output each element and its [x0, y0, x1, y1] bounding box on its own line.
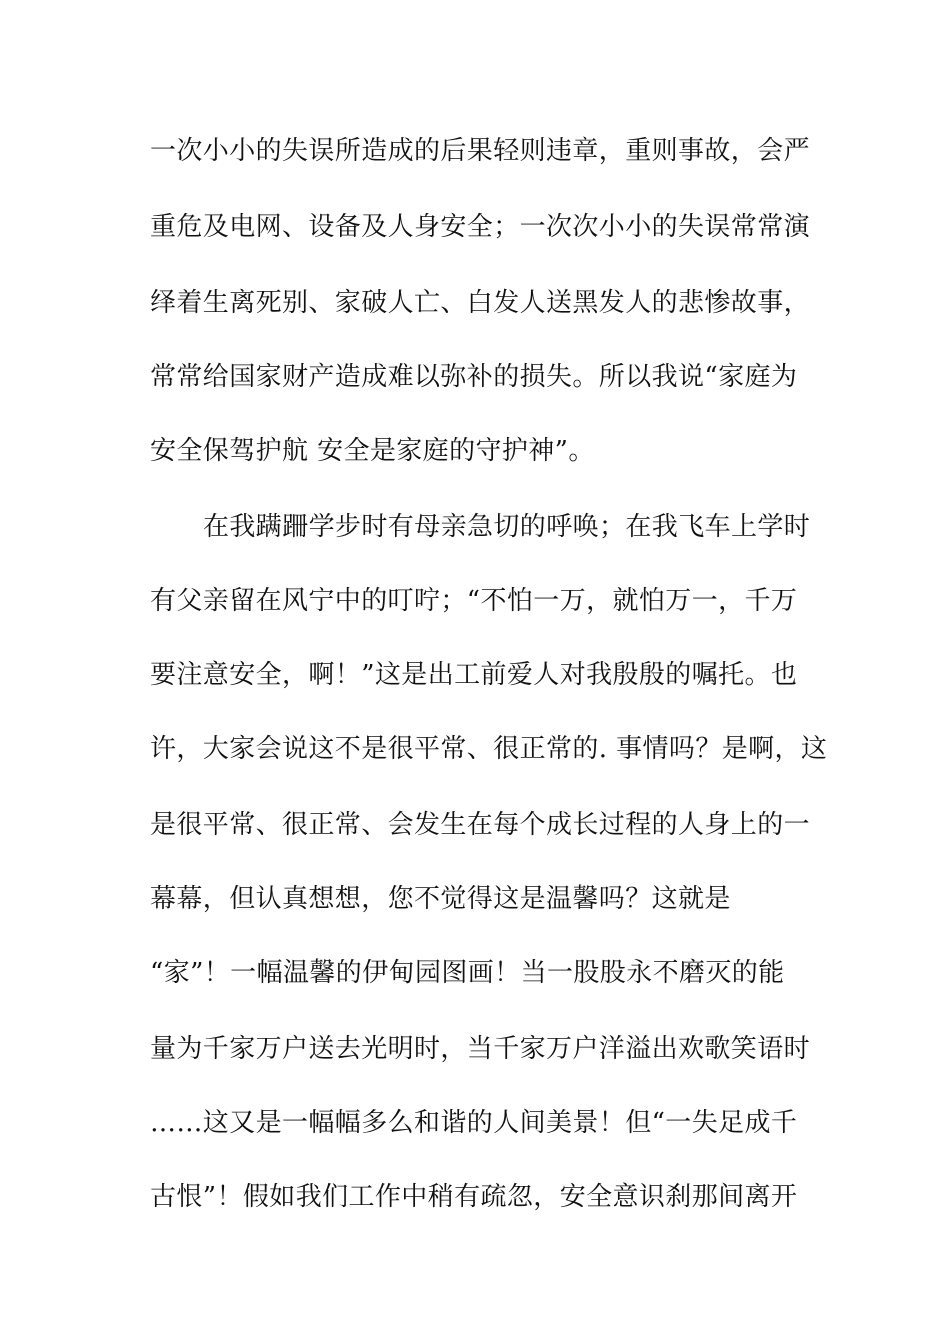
- text-line: 要注意安全，啊！”这是出工前爱人对我殷殷的嘱托。也: [150, 660, 798, 690]
- text-line: 重危及电网、设备及人身安全；一次次小小的失误常常演: [150, 212, 811, 242]
- text-line: 安全保驾护航 安全是家庭的守护神”。: [150, 436, 595, 466]
- text-line: 量为千家万户送去光明时，当千家万户洋溢出欢歌笑语时: [150, 1034, 811, 1064]
- text-line: 幕幕，但认真想想，您不觉得这是温馨吗？这就是: [150, 884, 731, 914]
- text-line: 常常给国家财产造成难以弥补的损失。所以我说“家庭为: [150, 362, 798, 392]
- text-line: 有父亲留在风宁中的叮咛；“不怕一万，就怕万一，千万: [150, 586, 798, 616]
- text-line: 一次小小的失误所造成的后果轻则违章，重则事故，会严: [150, 136, 811, 166]
- text-line: 许，大家会说这不是很平常、很正常的. 事情吗？是啊，这: [150, 734, 828, 764]
- text-line: ……这又是一幅幅多么和谐的人间美景！但“一失足成千: [150, 1108, 798, 1138]
- text-line: 绎着生离死别、家破人亡、白发人送黑发人的悲惨故事，: [150, 288, 811, 318]
- text-line: “家”！一幅温馨的伊甸园图画！当一股股永不磨灭的能: [150, 958, 785, 988]
- text-line: 是很平常、很正常、会发生在每个成长过程的人身上的一: [150, 810, 811, 840]
- paragraph-first-line: 在我蹒跚学步时有母亲急切的呼唤；在我飞车上学时: [203, 512, 811, 542]
- text-line: 古恨”！假如我们工作中稍有疏忽，安全意识刹那间离开: [150, 1182, 798, 1212]
